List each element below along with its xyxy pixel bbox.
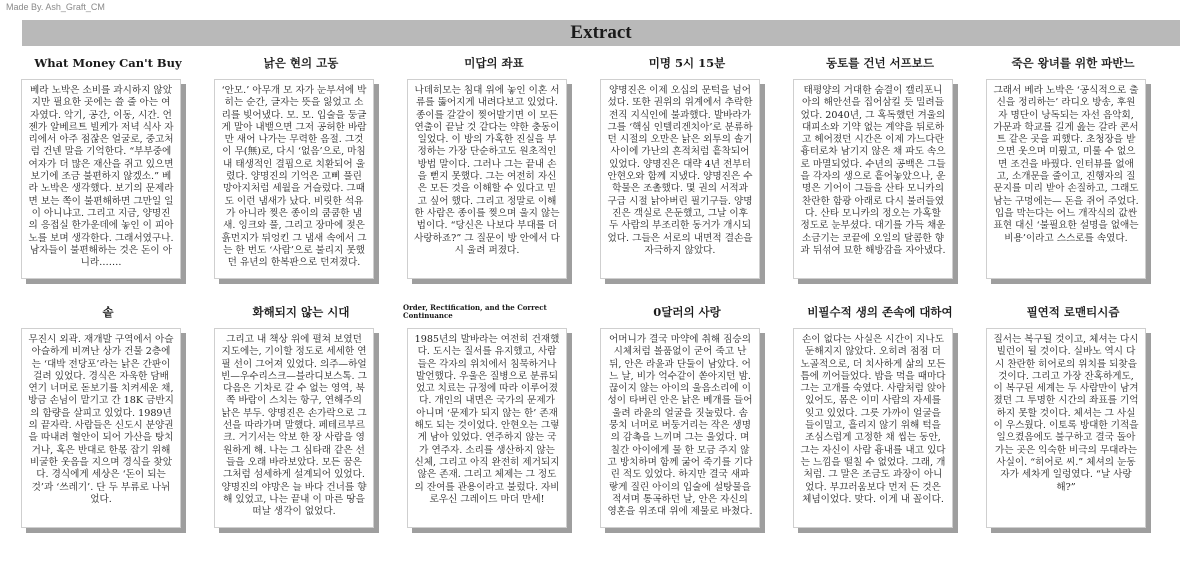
story-title: 미답의 좌표 — [464, 56, 524, 70]
story-title: 솥 — [102, 305, 114, 319]
credit-text: Made By. Ash_Graft_CM — [6, 2, 105, 12]
story-excerpt: 어머니가 결국 마약에 취해 짐승의 시체처럼 볼품없이 굳어 죽고 난 뒤, 안은 라윤과 단둘이 남았다. 어느 날, 비가 억수같이 쏟아지던 밤. 끊이지 않는 아이의 울음소리에 이성이 타버린 안은 낡은 베개를 들어 울려 라윤의 얼굴을 짓눌렀다. 솜 뭉치 너머로 버둥거리는 작은 생명의 감촉을 느끼며 그는 울었다. 며칠간 아이에게 물 한 모금 주지 않고 방치하며 함께 굶어 죽기를 기다린 적도 있었다. 하지만 결국 새파랗게 질린 아이의 입술에 설탕물을 적셔며 통곡하던 날, 안은 자신의 영혼을 위조대 위에 제물로 바쳤다. — [600, 328, 760, 528]
story-title: 미명 5시 15분 — [648, 56, 726, 70]
story-excerpt: 그리고 내 책상 위에 펼쳐 보였던 지도에는, 기이할 정도로 세세한 연필 선이 그어져 있었다. 의주—하얼빈—우수리스크—블라디보스톡. 그 다음은 기차로 갈 수 없는 영역, 북쪽 바람이 스치는 항구, 연해주의 낡은 부두. 양명진은 손가락으로 그 선을 따라가며 말했다. 페테르부르크. 거기서는 악보 한 장 사람을 영원하게 해. 나는 그 심타래 같은 선들을 오래 바라보았다. 모든 꿈은 그처럼 섬세하게 설계되어 있었다. 양명진의 야망은 늘 바다 건너를 향해 있었고, 나는 끝내 이 마른 땅을 떠날 생각이 없었다. — [214, 328, 374, 528]
story-title: What Money Can't Buy — [34, 56, 182, 70]
story-title: 0달러의 사랑 — [653, 305, 721, 319]
story-excerpt: 태평양의 거대한 숨결이 캘리포니아의 해안선을 집어삼킬 듯 밀려들었다. 2040년, 그 혹독했던 겨울의 대피소와 기약 없는 계약을 뒤로하고 헤어졌던 시간은 이제 가느다란 흉터로차 남기지 않은 채 파도 속으로 마멸되었다. 수년의 공백은 그들을 각자의 생으로 흩어놓았으나, 운명은 기어이 그들을 산타 모니카의 찬란한 함광 아래로 다시 불러들였다. 산타 모니카의 정오는 가혹할 정도로 눈부셨다. 대기를 가득 채운 소금기는 코끝에 오일의 달콤한 향과 뒤섞여 묘한 해방감을 자아냈다. — [793, 79, 953, 279]
story-excerpt: 그래서 베라 노박은 ‘공식적으로 출신을 정리하는’ 라디오 방송, 후원자 명단이 낭독되는 자선 음악회, 가문과 학교를 길게 읊는 갈라 콘서트 같은 곳을 피했다. 초청장을 받으면 웃으며 미뤘고, 미룰 수 없으면 조건을 바꿨다. 인터뷰를 없애고, 소개문을 줄이고, 진행자의 질문지를 미리 받아 손질하고, 그래도 남는 구멍에는— 돈을 쥐어 주었다. 입을 막는다는 어느 개작식의 값싼 표현 대신 ‘불필요한 설명을 없애는 비용’이라고 스스로를 속였다. — [986, 79, 1146, 279]
page-header: Extract — [22, 20, 1180, 46]
story-excerpt: 무진시 외곽. 재개발 구역에서 아슬아슬하게 비껴난 상가 건물 2층에는 ‘대박 전당포’라는 낡은 간판이 걸려 있었다. 경식은 자욱한 담배 연기 너머로 돋보기를 치켜세운 채, 방금 손님이 맡기고 간 18K 금반지의 함량을 살피고 있었다. 1989년의 끝자락. 사람들은 신도시 분양권을 따내려 혈안이 되어 가산을 탕치거나, 혹은 반대로 한몫 잡기 위해 비굴한 웃음을 지으며 경식을 찾았다. 경식에게 세상은 ‘돈이 되는 것’과 ‘쓰레기’. 단 두 부류로 나뉘었다. — [21, 328, 181, 528]
story-excerpt: 베라 노박은 소비를 과시하지 않았지만 필요한 곳에는 쓸 줄 아는 여자였다. 악기, 공간, 이동, 시간. 언젠가 알베르트 빌케가 저녁 식사 자리에서 아주 점잖은 얼굴로, 중고처럼 건넨 말을 기억한다. “부부중에 여자가 더 많은 재산을 쥐고 있으면 보기에 조금 불편하지 않겠소.” 베라 노박은 생각했다. 보기의 문제라면 보는 쪽이 불편해하면 그만일 일이 아니냐고. 그리고 지금, 양명진의 응접실 한가운데에 놓인 이 피아노를 보며 생각한다. 그래서였구나. 남자들이 불편해하는 것은 돈이 아니라……. — [21, 79, 181, 279]
story-excerpt: 손이 없다는 사실은 시간이 지나도 둔해지지 않았다. 오히려 점점 더 노골적으로, 더 치사하게 삶의 모든 틈에 끼어들었다. 밥을 먹을 때마다 그는 고개를 숙였다. 사람처럼 앉아 있어도, 몸은 이미 사람의 자세를 잊고 있었다. 그릇 가까이 얼굴을 들이밀고, 흘리지 않기 위해 턱을 조심스럽게 고정한 채 씹는 동안, 그는 자신이 사람 흉내를 내고 있다는 느낌을 떨칠 수 없었다. 그래, 개처럼. 그 말은 조금도 과장이 아니었다. 부끄러움보다 먼저 든 것은 체념이었다. 맞다. 이게 내 꼴이다. — [793, 328, 953, 528]
story-excerpt: ‘안모.’ 아무개 모 자가 눈부셔에 박히는 순간, 글자는 뜻을 잃었고 소리를 빚어냈다. 모. 모. 입술을 둥글게 말아 내뱉으면 그저 공허한 바람만 새어 나가는 무력한 음절. 그것이 무(無)로, 다시 ‘없음’으로, 마침내 태생적인 결핍으로 치환되어 울렸다. 양명진의 기억은 고삐 풀린 망아지처럼 세월을 거슬렀다. 그때도 이런 냄새가 났다. 비릿한 석유가 아니라 찢은 종이의 쿰쿰한 냄새. 잉크와 풀, 그리고 장마에 젖은 흙먼지가 뒤엉킨 그 냄새 속에서 그는 한 번도 ‘사람’으로 불리지 못했던 유년의 한복판으로 던져졌다. — [214, 79, 374, 279]
story-title: 동토를 건넌 서프보드 — [826, 56, 934, 70]
story-title: Order, Rectification, and the Correct Continuance — [403, 303, 547, 320]
story-excerpt: 질서는 복구될 것이고, 체셔는 다시 빌런이 될 것이다. 실바노 역시 다시 찬란한 히어로의 위치를 되찾을 것이다. 그리고 가장 잔혹하게도, 이 복구된 세계는 두 사람만이 남겨졌던 그 투명한 시간의 좌표를 기억하지 못할 것이다. 체셔는 그 사실이 우스웠다. 이토록 방대한 기적을 일으켰음에도 불구하고 결국 돌아가는 곳은 익숙한 비극의 무대라는 사실이. “히어로 씨.” 체셔의 눈동자가 세차게 일렁였다. “날 사랑해?” — [986, 328, 1146, 528]
story-title: 필연적 로맨티시즘 — [1026, 305, 1120, 319]
story-title: 화해되지 않는 시대 — [252, 305, 350, 319]
story-excerpt: 1985년의 발바라는 여전히 건재했다. 도시는 질서를 유지했고, 사람들은 각자의 위치에서 침묵하거나 발언했다. 우울은 질병으로 분류되었고 치료는 규정에 따라 이루어졌다. 개인의 내면은 국가의 문제가 아니며 ‘문제가 되지 않는 한’ 존재해도 되는 것이었다. 안현오는 그렇게 남아 있었다. 연주하지 않는 국가 연주자. 소리를 생산하지 않는 신체, 그리고 아직 완전히 제거되지 않은 존재. 그리고 체제는 그 정도의 잔여를 관용이라고 불렀다. 자비로우신 그레이드 마더 만세! — [407, 328, 567, 528]
story-title: 낡은 현의 고동 — [263, 56, 339, 70]
story-title: 죽은 왕녀를 위한 파반느 — [1011, 56, 1135, 70]
story-excerpt: 나데히모는 침대 위에 놓인 이혼 서류를 뚫어지게 내려다보고 있었다. 종이를 갈갈이 찢어발기면 이 모든 연출이 끝날 것 같다는 약한 충동이 일었다. 이 방의 가혹한 진실을 부정하는 가장 단순하고도 원초적인 방법 말이다. 그러나 그는 끝내 손을 뻗지 못했다. 그는 여전히 자신은 모든 것을 이해할 수 있다고 믿고 싶어 했다. 그리고 정말로 이해한 사람은 종이를 찢으며 울지 않는 법이다. “당신은 나보다 부대를 더 사랑하죠?” 그 질문이 방 안에서 다시 울려 퍼졌다. — [407, 79, 567, 279]
story-title: 비필수적 생의 존속에 대하여 — [807, 305, 953, 319]
story-excerpt: 양명진은 이제 오십의 문턱을 넘어섰다. 또한 권위의 위계에서 추락한 전직 지식인에 불과했다. 발바라가 그를 ‘핵심 인텔리겐치아’로 분류하던 시절의 오만은 낡은 외투의 솔기 사이에 가난의 흔적처럼 흩착되어 있었다. 양명진은 대략 4년 전부터 안현오와 함께 지냈다. 양명진은 수학물은 조촐했다. 몇 권의 서적과 구급 시절 낡아버린 필기구들. 양명진은 객실로 은둔했고, 그날 이후 두 사람의 부조리한 동거가 개시되었다. 그들은 서로의 내면적 결손을 자극하지 않았다. — [600, 79, 760, 279]
